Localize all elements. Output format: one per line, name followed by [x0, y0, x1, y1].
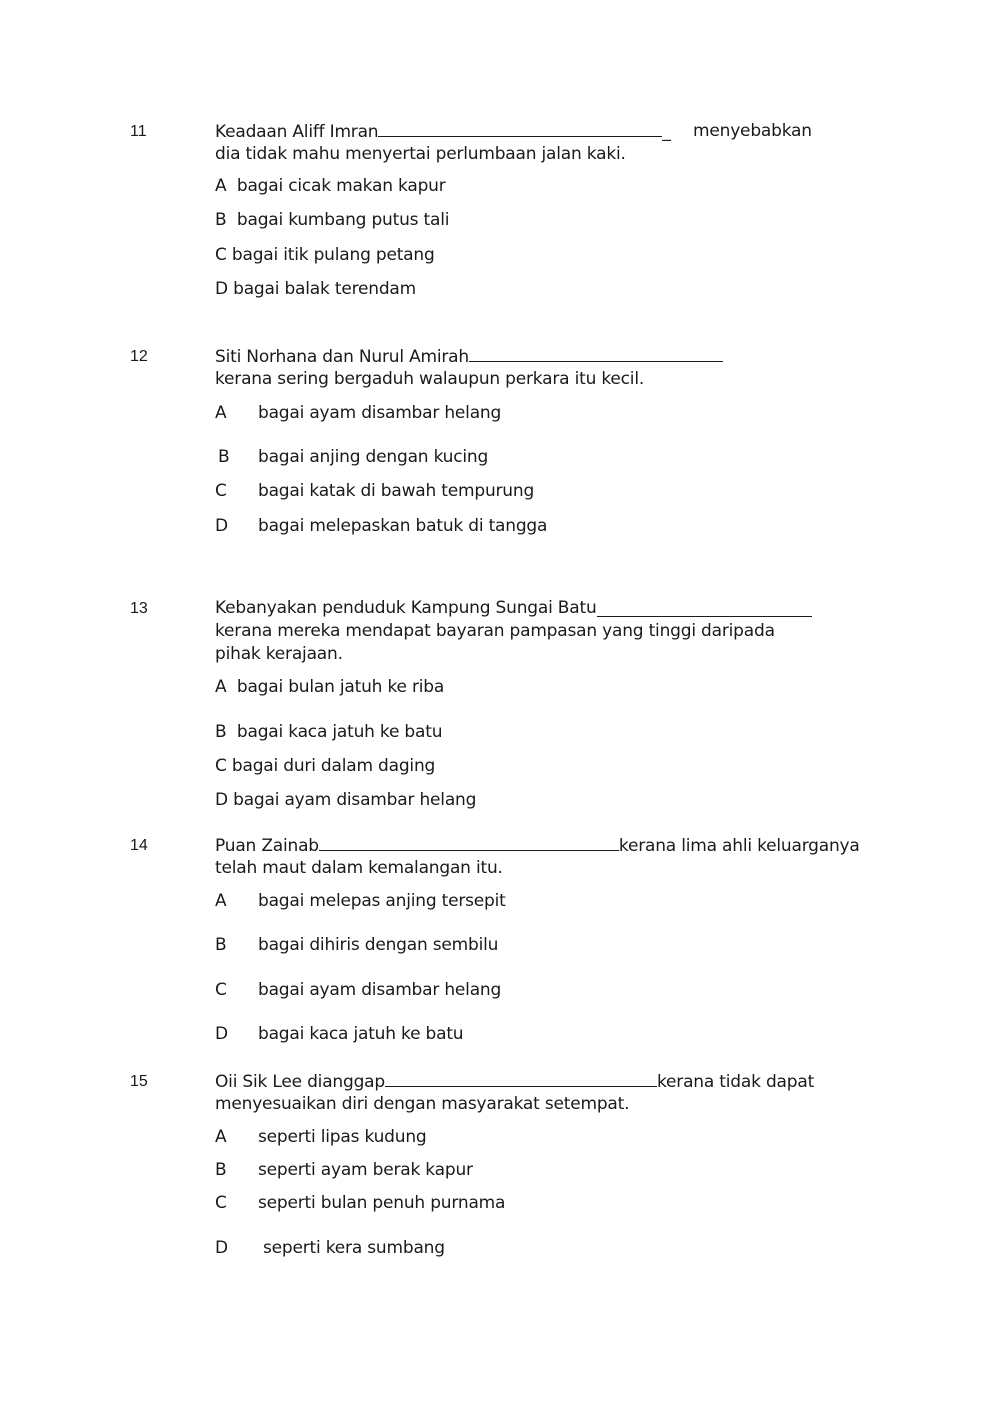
option-c[interactable]: [215, 756, 435, 776]
option-letter: C: [215, 481, 227, 501]
option-c[interactable]: [215, 481, 535, 501]
option-text: bagai melepas anjing tersepit: [258, 891, 506, 911]
option-letter: B: [215, 1160, 227, 1180]
option-text: bagai kaca jatuh ke batu: [258, 1024, 464, 1044]
option-a[interactable]: [215, 176, 446, 196]
option-letter: D: [215, 279, 228, 299]
option-c[interactable]: [215, 245, 435, 265]
option-text: bagai dihiris dengan sembilu: [258, 935, 499, 955]
option-c[interactable]: [215, 1193, 506, 1213]
stem-continuation: dia tidak mahu menyertai perlumbaan jalan kaki.: [215, 144, 626, 164]
option-c[interactable]: [215, 980, 502, 1000]
option-letter: C: [215, 756, 227, 776]
option-text: bagai ayam disambar helang: [258, 980, 502, 1000]
stem-text-after: kerana tidak dapat: [657, 1072, 815, 1092]
option-text: bagai ayam disambar helang: [233, 790, 477, 810]
option-b[interactable]: [215, 210, 449, 230]
question-number: 14: [130, 837, 148, 854]
option-text: seperti lipas kudung: [258, 1127, 427, 1147]
stem-text: Siti Norhana dan Nurul Amirah: [215, 347, 469, 367]
question-stem: [215, 1071, 814, 1092]
option-d[interactable]: [215, 790, 476, 810]
option-letter: A: [215, 403, 227, 423]
answer-blank: [378, 121, 662, 137]
question-stem: [215, 346, 723, 367]
question-number: 12: [130, 348, 148, 365]
answer-blank: [597, 601, 812, 617]
stem-continuation: pihak kerajaan.: [215, 644, 343, 664]
stem-text: Oii Sik Lee dianggap: [215, 1072, 385, 1092]
question-stem: [215, 598, 597, 618]
option-letter: C: [215, 1193, 227, 1213]
option-a[interactable]: [215, 403, 502, 423]
option-b[interactable]: [215, 1160, 473, 1180]
option-letter: A: [215, 1127, 227, 1147]
option-letter: D: [215, 1238, 228, 1258]
option-text: bagai kaca jatuh ke batu: [236, 722, 443, 742]
option-letter: B: [218, 447, 230, 467]
option-d[interactable]: [215, 1238, 445, 1258]
option-letter: B: [215, 935, 227, 955]
option-b[interactable]: [218, 447, 489, 467]
option-letter: B: [215, 722, 227, 742]
option-letter: B: [215, 210, 227, 230]
question-number: 11: [130, 123, 147, 140]
stem-continuation: kerana mereka mendapat bayaran pampasan yang tinggi daripada: [215, 621, 775, 641]
stem-continuation: telah maut dalam kemalangan itu.: [215, 858, 503, 878]
answer-blank: [469, 346, 723, 362]
option-text: bagai kumbang putus tali: [236, 210, 450, 230]
option-text: bagai ayam disambar helang: [258, 403, 502, 423]
option-text: bagai katak di bawah tempurung: [258, 481, 535, 501]
option-letter: D: [215, 516, 228, 536]
stem-text: Keadaan Aliff Imran: [215, 122, 379, 142]
option-text: bagai melepaskan batuk di tangga: [258, 516, 548, 536]
question-number: 15: [130, 1073, 148, 1090]
option-text: seperti bulan penuh purnama: [258, 1193, 506, 1213]
stem-text-after: menyebabkan: [693, 121, 812, 141]
option-text: bagai duri dalam daging: [231, 756, 436, 776]
option-a[interactable]: [215, 891, 506, 911]
option-letter: A: [215, 677, 227, 697]
stem-text-after: kerana lima ahli keluarganya: [618, 836, 860, 856]
option-d[interactable]: [215, 1024, 464, 1044]
option-text: bagai anjing dengan kucing: [258, 447, 489, 467]
option-d[interactable]: [215, 279, 416, 299]
stem-continuation: kerana sering bergaduh walaupun perkara itu kecil.: [215, 369, 645, 389]
option-a[interactable]: [215, 677, 444, 697]
option-letter: D: [215, 790, 228, 810]
option-text: seperti ayam berak kapur: [258, 1160, 473, 1180]
answer-blank: [385, 1071, 657, 1087]
question-stem: [215, 835, 860, 856]
option-text: bagai bulan jatuh ke riba: [236, 677, 445, 697]
option-letter: C: [215, 980, 227, 1000]
stem-text: Puan Zainab: [215, 836, 319, 856]
option-letter: D: [215, 1024, 228, 1044]
option-letter: A: [215, 176, 227, 196]
blank-suffix: _: [662, 122, 671, 142]
option-text: bagai balak terendam: [233, 279, 416, 299]
option-a[interactable]: [215, 1127, 427, 1147]
option-d[interactable]: [215, 516, 548, 536]
option-text: bagai itik pulang petang: [231, 245, 435, 265]
option-b[interactable]: [215, 935, 499, 955]
answer-blank: [319, 835, 619, 851]
stem-text: Kebanyakan penduduk Kampung Sungai Batu: [215, 598, 597, 618]
option-letter: C: [215, 245, 227, 265]
option-text: seperti kera sumbang: [263, 1238, 445, 1258]
option-letter: A: [215, 891, 227, 911]
question-number: 13: [130, 600, 148, 617]
question-stem: [215, 121, 671, 142]
option-text: bagai cicak makan kapur: [236, 176, 446, 196]
stem-continuation: menyesuaikan diri dengan masyarakat setempat.: [215, 1094, 630, 1114]
option-b[interactable]: [215, 722, 442, 742]
